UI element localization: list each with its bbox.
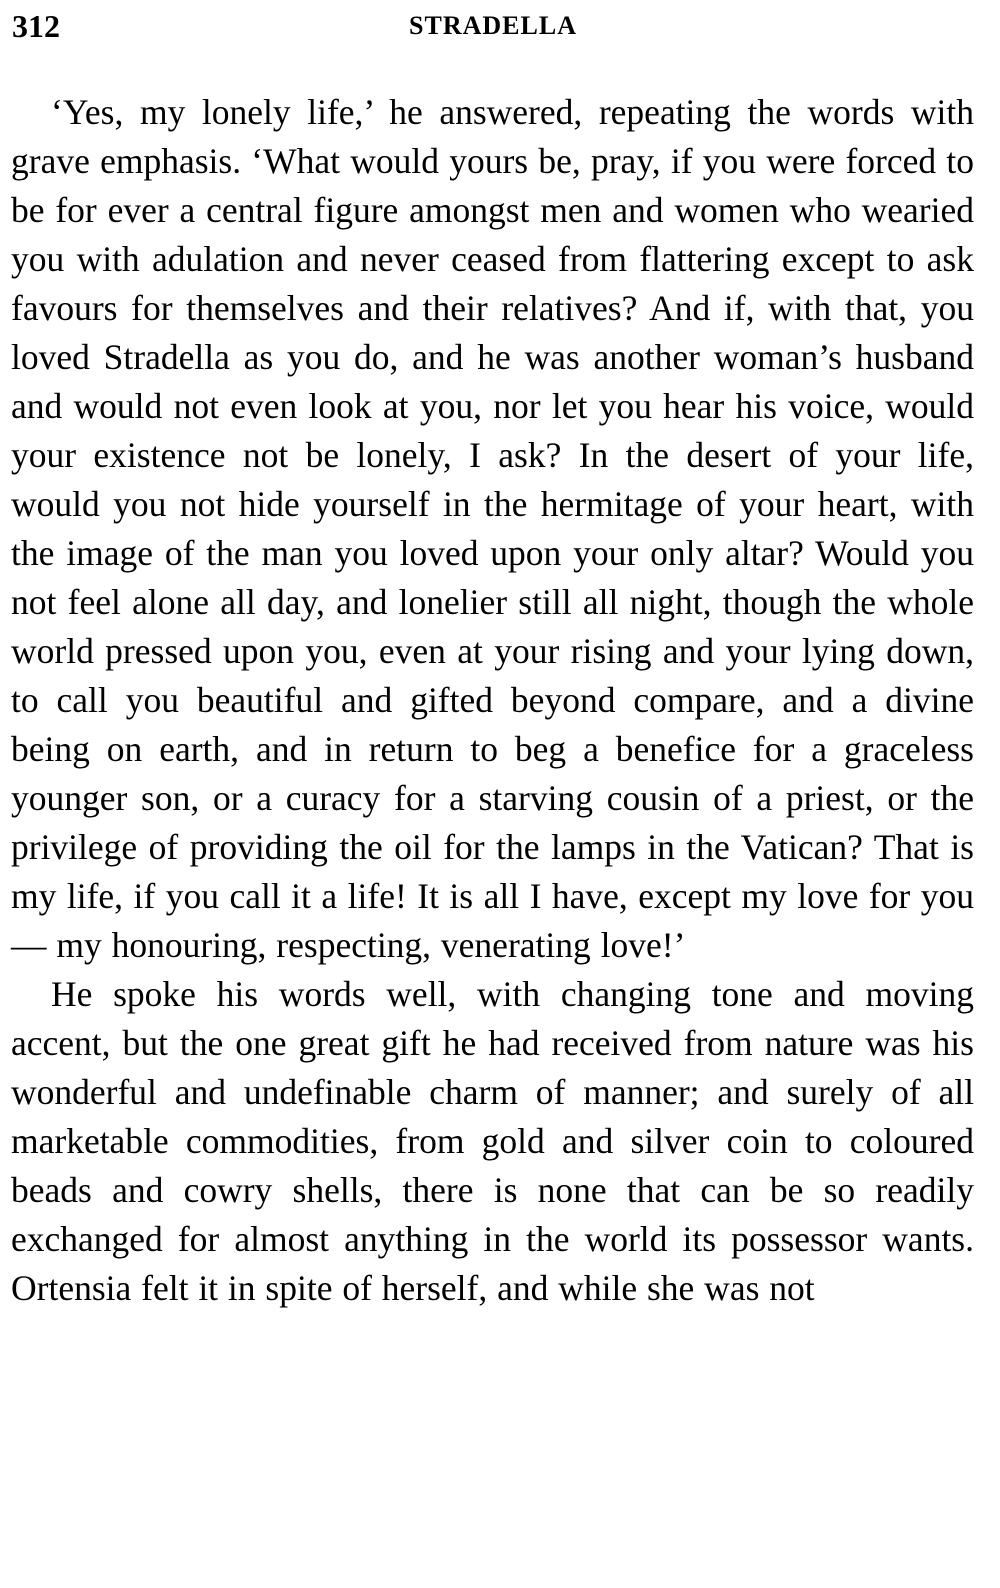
running-title: STRADELLA — [409, 11, 577, 40]
paragraph-dialogue: ‘Yes, my lonely life,’ he answered, repeating the words with grave emphasis. ‘What would yours be, pray, if you were forced to be for ever a central figure amongst men and women who wearied you with adulation and never ceased from flattering except to ask favours for themselves and their relatives? And if, with that, you loved Stradella as you do, and he was another woman’s husband and would not even look at you, nor let you hear his voice, would your existence not be lonely, I ask? In the desert of your life, would you not hide yourself in the hermitage of your heart, with the image of the man you loved upon your only altar? Would you not feel alone all day, and lonelier still all night, though the whole world pressed upon you, even at your rising and your lying down, to call you beautiful and gifted beyond compare, and a divine being on earth, and in return to beg a benefice for a graceless younger son, or a curacy for a starving cousin of a priest, or the privilege of providing the oil for the lamps in the Vatican? That is my life, if you call it a life! It is all I have, except my love for you — my honouring, respecting, venerating love!’ — [11, 92, 974, 965]
paragraph-narration: He spoke his words well, with changing tone and moving accent, but the one great gift he had received from nature was his wonderful and undefinable charm of manner; and surely of all marketable commodities, from gold and silver coin to coloured beads and cowry shells, there is none that can be so readily exchanged for almost anything in the world its possessor wants. Ortensia felt it in spite of herself, and while she was not — [11, 974, 974, 1308]
page-header — [12, 4, 974, 48]
body-text — [11, 88, 974, 1313]
page-number: 312 — [12, 8, 60, 44]
